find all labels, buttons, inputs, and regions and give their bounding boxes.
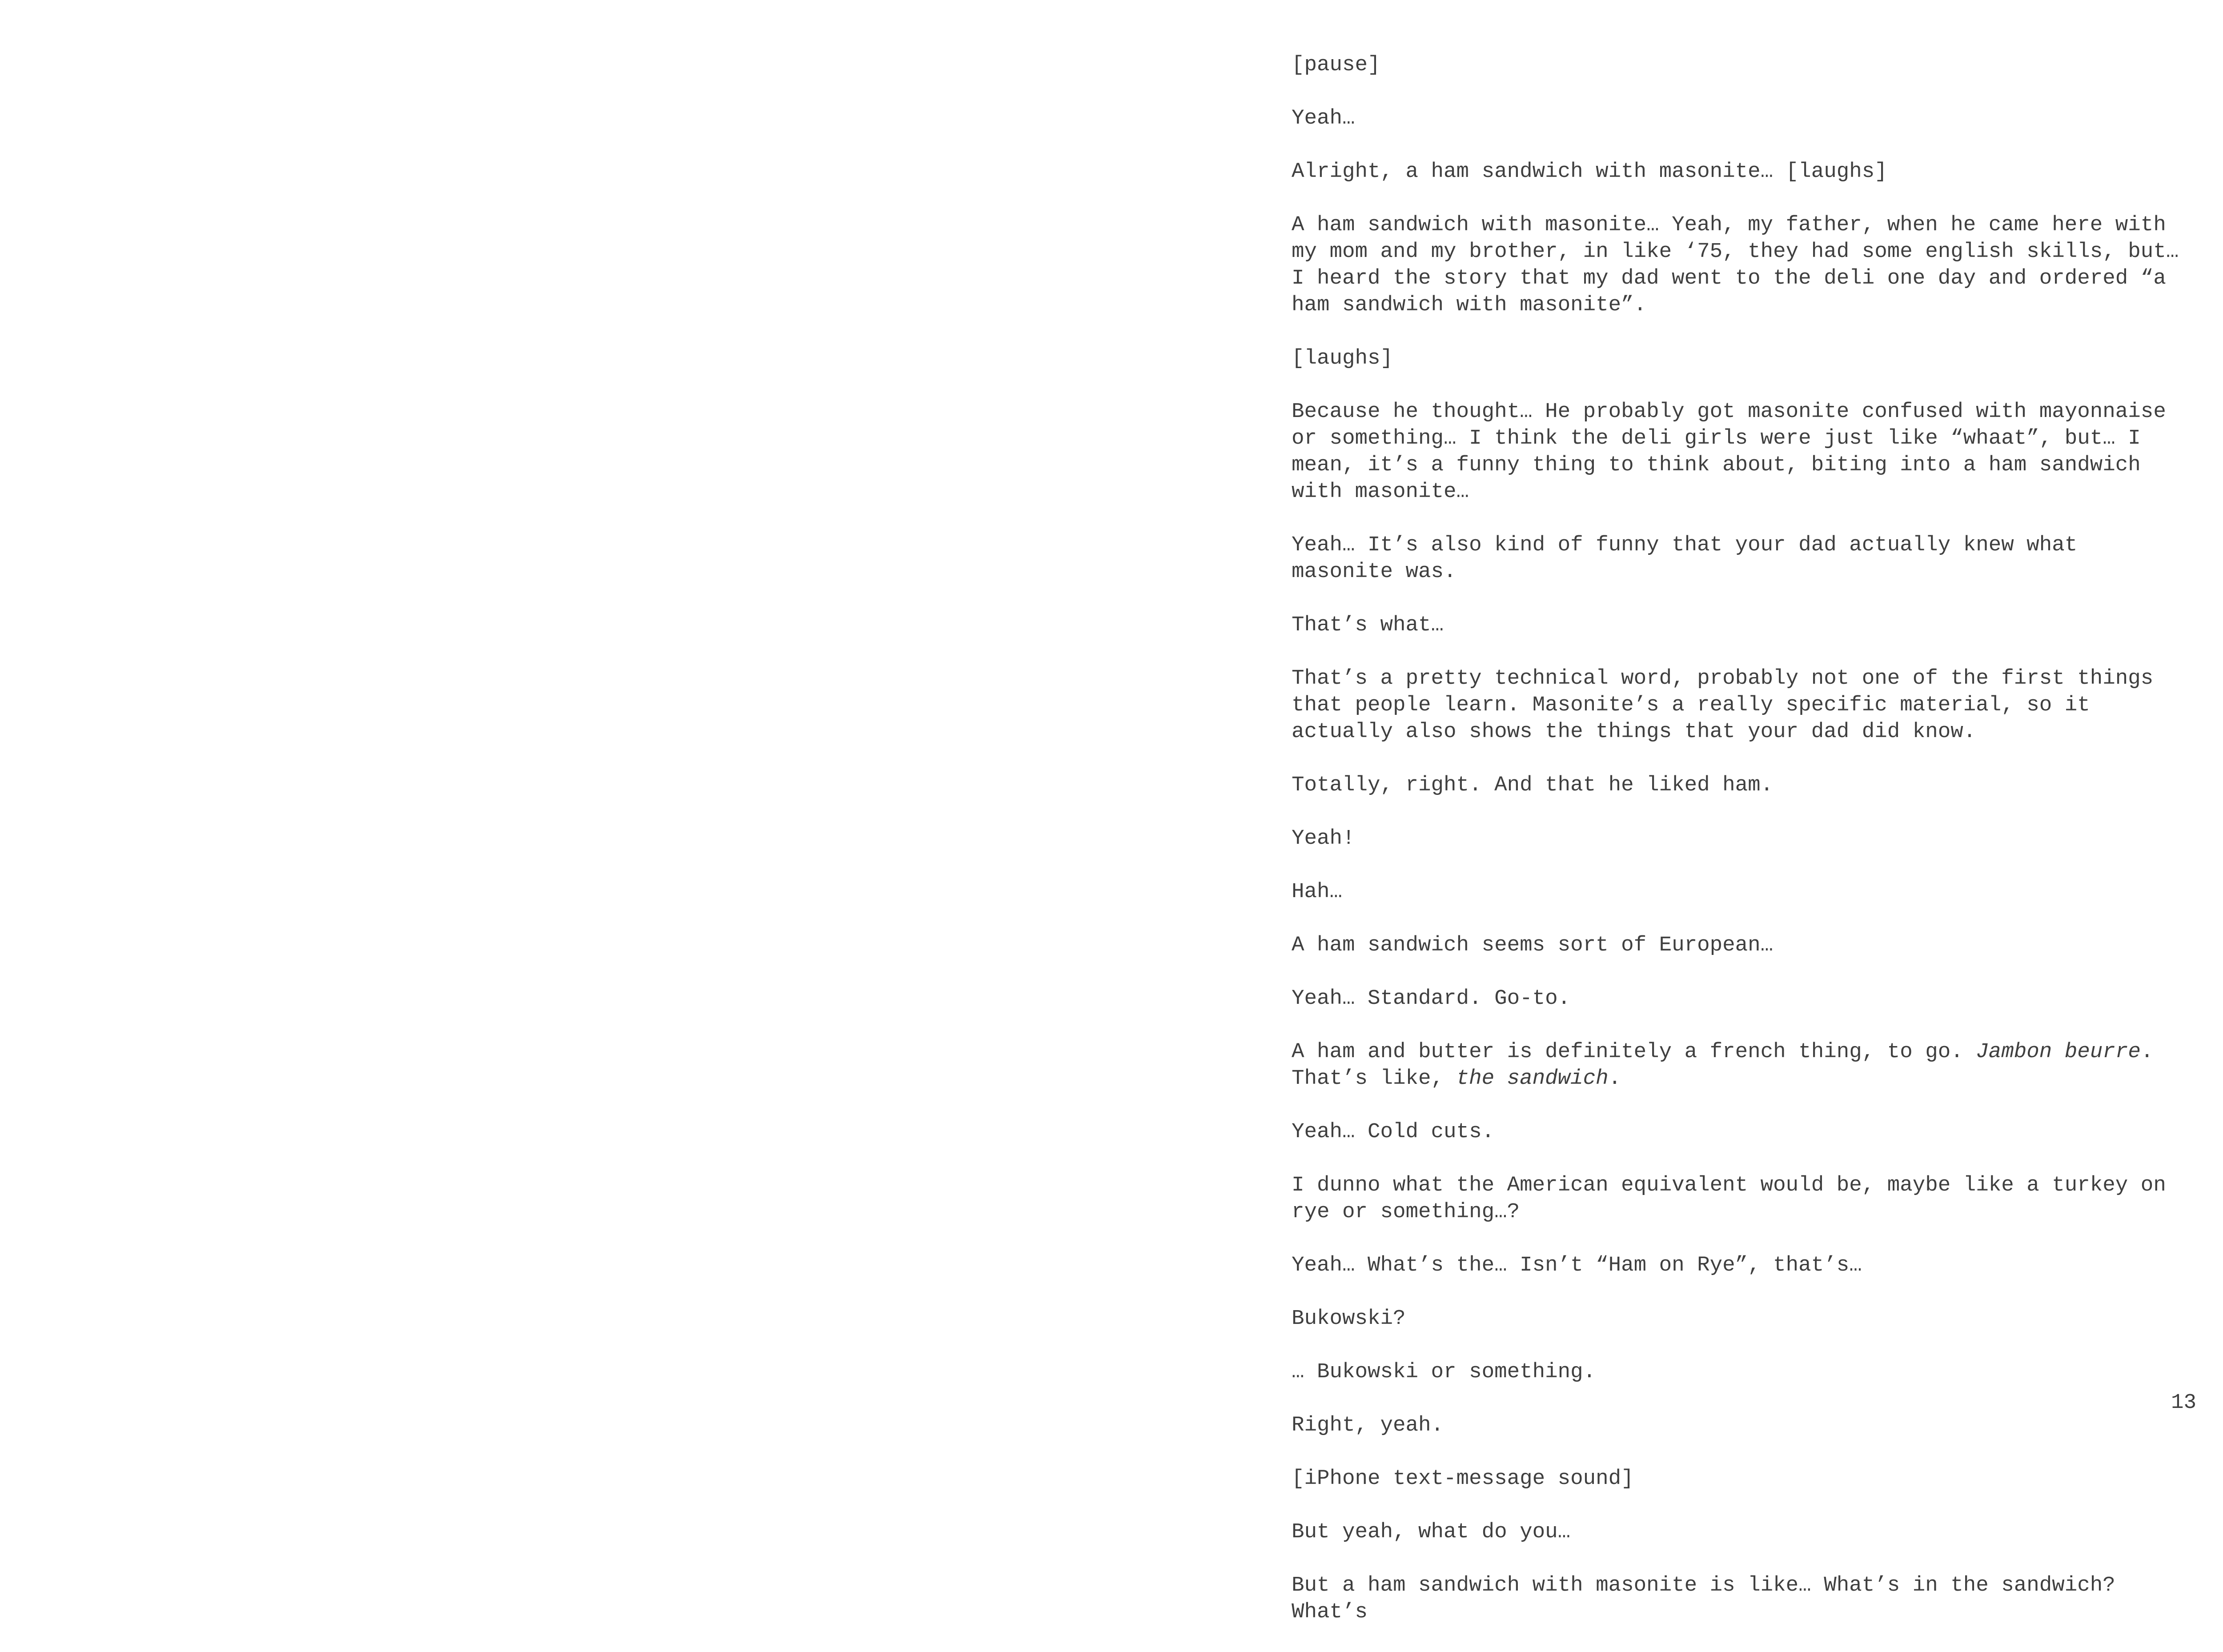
transcript-paragraph xyxy=(1292,1252,2181,1279)
transcript-paragraph xyxy=(1292,158,2181,185)
transcript-paragraph xyxy=(1292,878,2181,905)
transcript-paragraph xyxy=(1292,1305,2181,1332)
transcript-paragraph xyxy=(1292,1572,2181,1625)
transcript-paragraph xyxy=(1292,932,2181,958)
text-run: Yeah… xyxy=(1292,106,1355,130)
text-run: Right, yeah. xyxy=(1292,1413,1444,1437)
transcript-paragraph xyxy=(1292,665,2181,745)
transcript-paragraph xyxy=(1292,212,2181,318)
text-run: [pause] xyxy=(1292,53,1380,77)
transcript-paragraph xyxy=(1292,52,2181,78)
italic-text-run: Jambon beurre xyxy=(1976,1040,2141,1064)
text-run: Bukowski? xyxy=(1292,1307,1406,1331)
text-run: Totally, right. And that he liked ham. xyxy=(1292,773,1774,797)
transcript-paragraph xyxy=(1292,772,2181,798)
text-run: But yeah, what do you… xyxy=(1292,1520,1571,1544)
text-run: Yeah… It’s also kind of funny that your dad actually knew what masonite was. xyxy=(1292,533,2078,584)
page-number: 13 xyxy=(2171,1391,2196,1415)
text-run: Yeah… What’s the… Isn’t “Ham on Rye”, that’s… xyxy=(1292,1253,1862,1277)
text-run: Hah… xyxy=(1292,880,1343,904)
text-run: A ham sandwich seems sort of European… xyxy=(1292,933,1774,957)
transcript-paragraph xyxy=(1292,1519,2181,1545)
text-run: But a ham sandwich with masonite is like… What’s in the sandwich? What’s xyxy=(1292,1573,2115,1624)
text-run: Yeah… Cold cuts. xyxy=(1292,1120,1495,1144)
transcript-paragraph xyxy=(1292,1465,2181,1492)
transcript-paragraph xyxy=(1292,1359,2181,1385)
text-run: Yeah! xyxy=(1292,826,1355,850)
text-run: A ham and butter is definitely a french thing, to go. xyxy=(1292,1040,1976,1064)
text-run: That’s what… xyxy=(1292,613,1444,637)
transcript-paragraph xyxy=(1292,1172,2181,1225)
transcript-paragraph xyxy=(1292,105,2181,132)
transcript-paragraph xyxy=(1292,1119,2181,1145)
transcript-text xyxy=(1292,52,2181,1652)
transcript-paragraph xyxy=(1292,532,2181,585)
text-run: . That’s like, xyxy=(1292,1040,2154,1091)
text-run: That’s a pretty technical word, probably not one of the first things that people learn. Masonite’s a really specific material, so it actually also shows the things that your dad did know. xyxy=(1292,666,2154,744)
text-run: Alright, a ham sandwich with masonite… [laughs] xyxy=(1292,160,1887,184)
text-run: … Bukowski or something. xyxy=(1292,1360,1596,1384)
transcript-paragraph xyxy=(1292,612,2181,638)
text-run: [iPhone text-message sound] xyxy=(1292,1467,1634,1491)
text-run: Yeah… Standard. Go-to. xyxy=(1292,986,1571,1010)
text-run: [laughs] xyxy=(1292,346,1393,370)
transcript-paragraph xyxy=(1292,345,2181,372)
transcript-paragraph xyxy=(1292,985,2181,1012)
italic-text-run: the sandwich xyxy=(1456,1067,1609,1091)
transcript-paragraph xyxy=(1292,825,2181,852)
text-run: A ham sandwich with masonite… Yeah, my father, when he came here with my mom and my brother, in like ‘75, they had some english skills, but… I heard the story that my dad went to the deli one day and ordered “a ham sandwich with masonite”. xyxy=(1292,213,2179,317)
transcript-paragraph xyxy=(1292,1412,2181,1439)
transcript-paragraph xyxy=(1292,398,2181,505)
transcript-paragraph xyxy=(1292,1039,2181,1092)
text-run: I dunno what the American equivalent would be, maybe like a turkey on rye or something…? xyxy=(1292,1173,2166,1224)
text-run: Because he thought… He probably got masonite confused with mayonnaise or something… I think the deli girls were just like “whaat”, but… I mean, it’s a funny thing to think about, biting into a ham sandwich with masonite… xyxy=(1292,400,2166,504)
text-run: . xyxy=(1608,1067,1621,1091)
